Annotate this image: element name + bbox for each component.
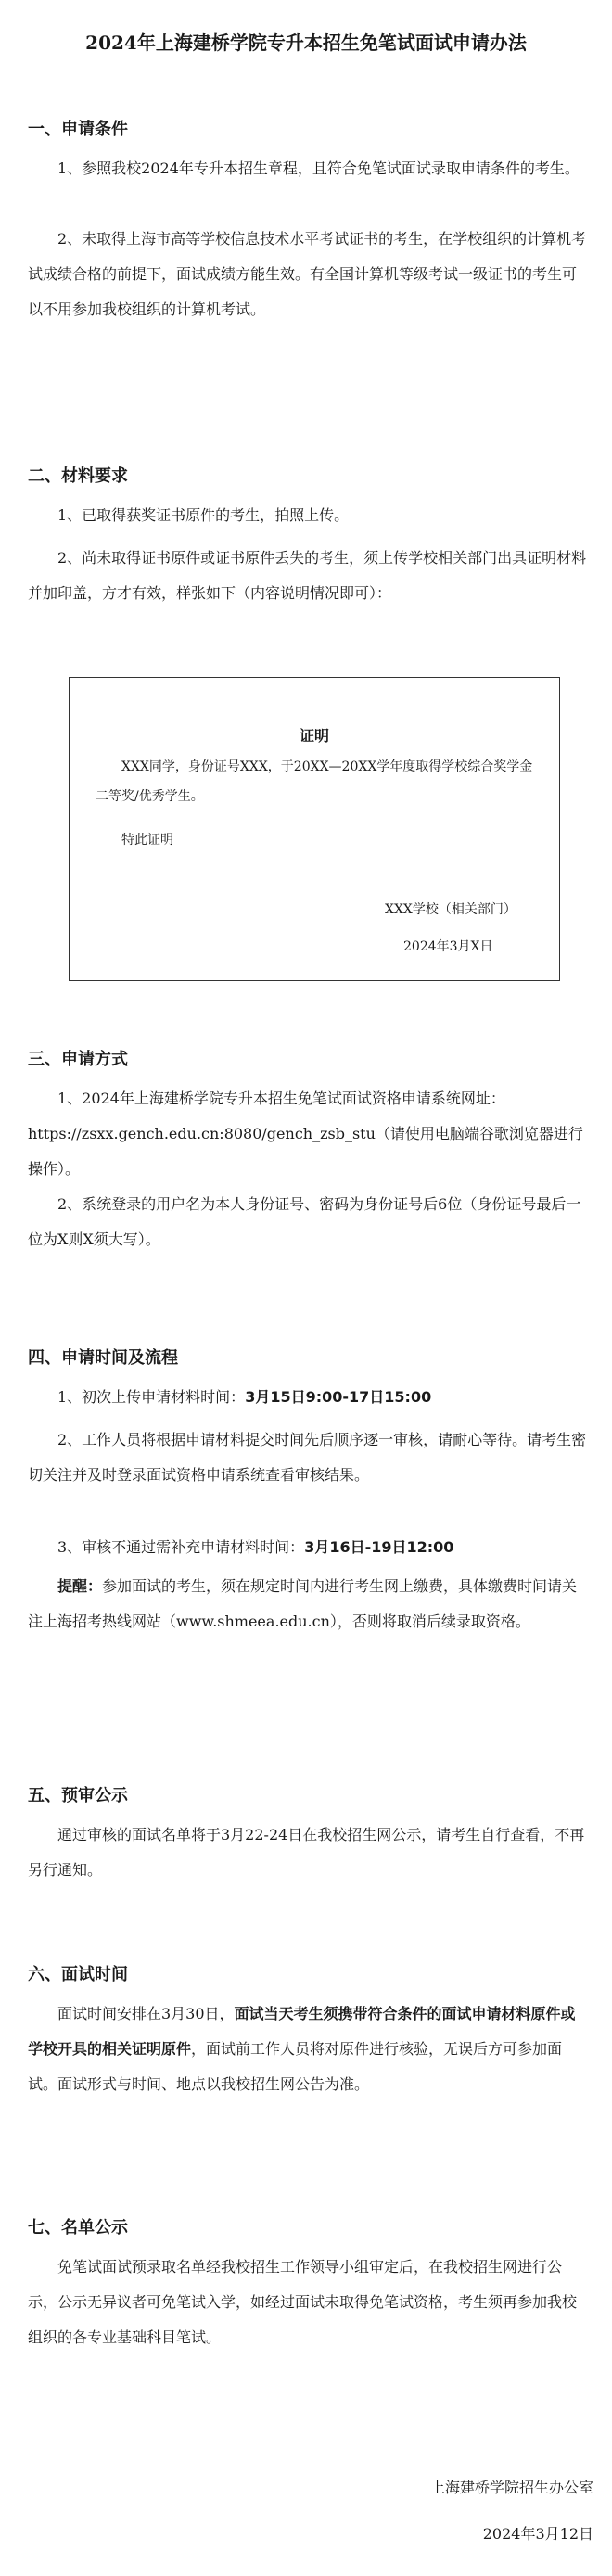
prereview-paragraph: 通过审核的面试名单将于3月22-24日在我校招生网公示，请考生自行查看，不再另行通知。 [28, 1826, 585, 1879]
certificate-body: XXX同学，身份证号XXX，于20XX—20XX学年度取得学校综合奖学金二等奖/优秀学生。 [96, 759, 533, 804]
conditions-paragraph-2: 2、未取得上海市高等学校信息技术水平考试证书的考生，在学校组织的计算机考试成绩合格的前提下，面试成绩方能生效。有全国计算机等级考试一级证书的考生可以不用参加我校组织的计算机考试。 [28, 230, 587, 318]
method-paragraph-1: 1、2024年上海建桥学院专升本招生免笔试面试资格申请系统网址：https://zsxx.gench.edu.cn:8080/gench_zsb_stu（请使用电脑端谷歌浏览器进行操作）。 [28, 1090, 583, 1178]
timeline-reminder [28, 1569, 589, 1639]
certificate-date: 2024年3月X日 [403, 939, 493, 954]
issuing-office: 上海建桥学院招生办公室 [429, 2479, 593, 2496]
interview-requirement: 面试当天考生须携带符合条件的面试申请材料原件或学校开具的相关证明原件 [28, 2005, 576, 2058]
page-title: 2024年上海建桥学院专升本招生免笔试面试申请办法 [85, 32, 527, 54]
reminder-text: 参加面试的考生，须在规定时间内进行考生网上缴费，具体缴费时间请关注上海招考热线网站（www.shmeea.edu.cn），否则将取消后续录取资格。 [28, 1577, 578, 1630]
certificate-title: 证明 [299, 727, 329, 745]
certificate-sample [69, 677, 560, 981]
timeline-text-1: 1、初次上传申请材料时间： [57, 1388, 246, 1406]
interview-text-start: 面试时间安排在3月30日， [57, 2005, 235, 2022]
section-heading-announcement: 七、名单公示 [28, 2218, 128, 2238]
section-heading-materials: 二、材料要求 [28, 466, 128, 486]
supplement-time-range: 3月16日-19日12:00 [304, 1538, 454, 1556]
issue-date: 2024年3月12日 [482, 2525, 593, 2543]
interview-paragraph [28, 1996, 589, 2102]
section-heading-prereview: 五、预审公示 [28, 1786, 128, 1805]
timeline-paragraph-2: 2、工作人员将根据申请材料提交时间先后顺序逐一审核，请耐心等待。请考生密切关注并及时登录面试资格申请系统查看审核结果。 [28, 1431, 587, 1484]
section-heading-method: 三、申请方式 [28, 1050, 128, 1069]
method-paragraph-2: 2、系统登录的用户名为本人身份证号、密码为身份证号后6位（身份证号最后一位为X则X须大写）。 [28, 1195, 581, 1248]
conditions-paragraph-1: 1、参照我校2024年专升本招生章程，且符合免笔试面试录取申请条件的考生。 [57, 159, 580, 177]
timeline-paragraph-3 [28, 1530, 589, 1565]
materials-paragraph-1: 1、已取得获奖证书原件的考生，拍照上传。 [57, 506, 350, 524]
interview-text-end: ，面试前工作人员将对原件进行核验，无误后方可参加面试。面试形式与时间、地点以我校招生网公告为准。 [28, 2040, 563, 2093]
section-heading-interview: 六、面试时间 [28, 1965, 128, 1984]
certificate-closing: 特此证明 [121, 833, 173, 848]
timeline-text-3: 3、审核不通过需补充申请材料时间： [57, 1538, 305, 1556]
section-heading-timeline: 四、申请时间及流程 [28, 1348, 178, 1368]
certificate-issuer: XXX学校（相关部门） [385, 902, 516, 917]
reminder-label: 提醒： [57, 1577, 103, 1595]
materials-paragraph-2: 2、尚未取得证书原件或证书原件丢失的考生，须上传学校相关部门出具证明材料并加印盖，方才有效，样张如下（内容说明情况即可）： [28, 549, 587, 602]
upload-time-range: 3月15日9:00-17日15:00 [245, 1388, 432, 1406]
announcement-paragraph: 免笔试面试预录取名单经我校招生工作领导小组审定后，在我校招生网进行公示，公示无异议者可免笔试入学，如经过面试未取得免笔试资格，考生须再参加我校组织的各专业基础科目笔试。 [28, 2258, 578, 2346]
section-heading-conditions: 一、申请条件 [28, 120, 128, 139]
timeline-paragraph-1 [28, 1380, 589, 1415]
